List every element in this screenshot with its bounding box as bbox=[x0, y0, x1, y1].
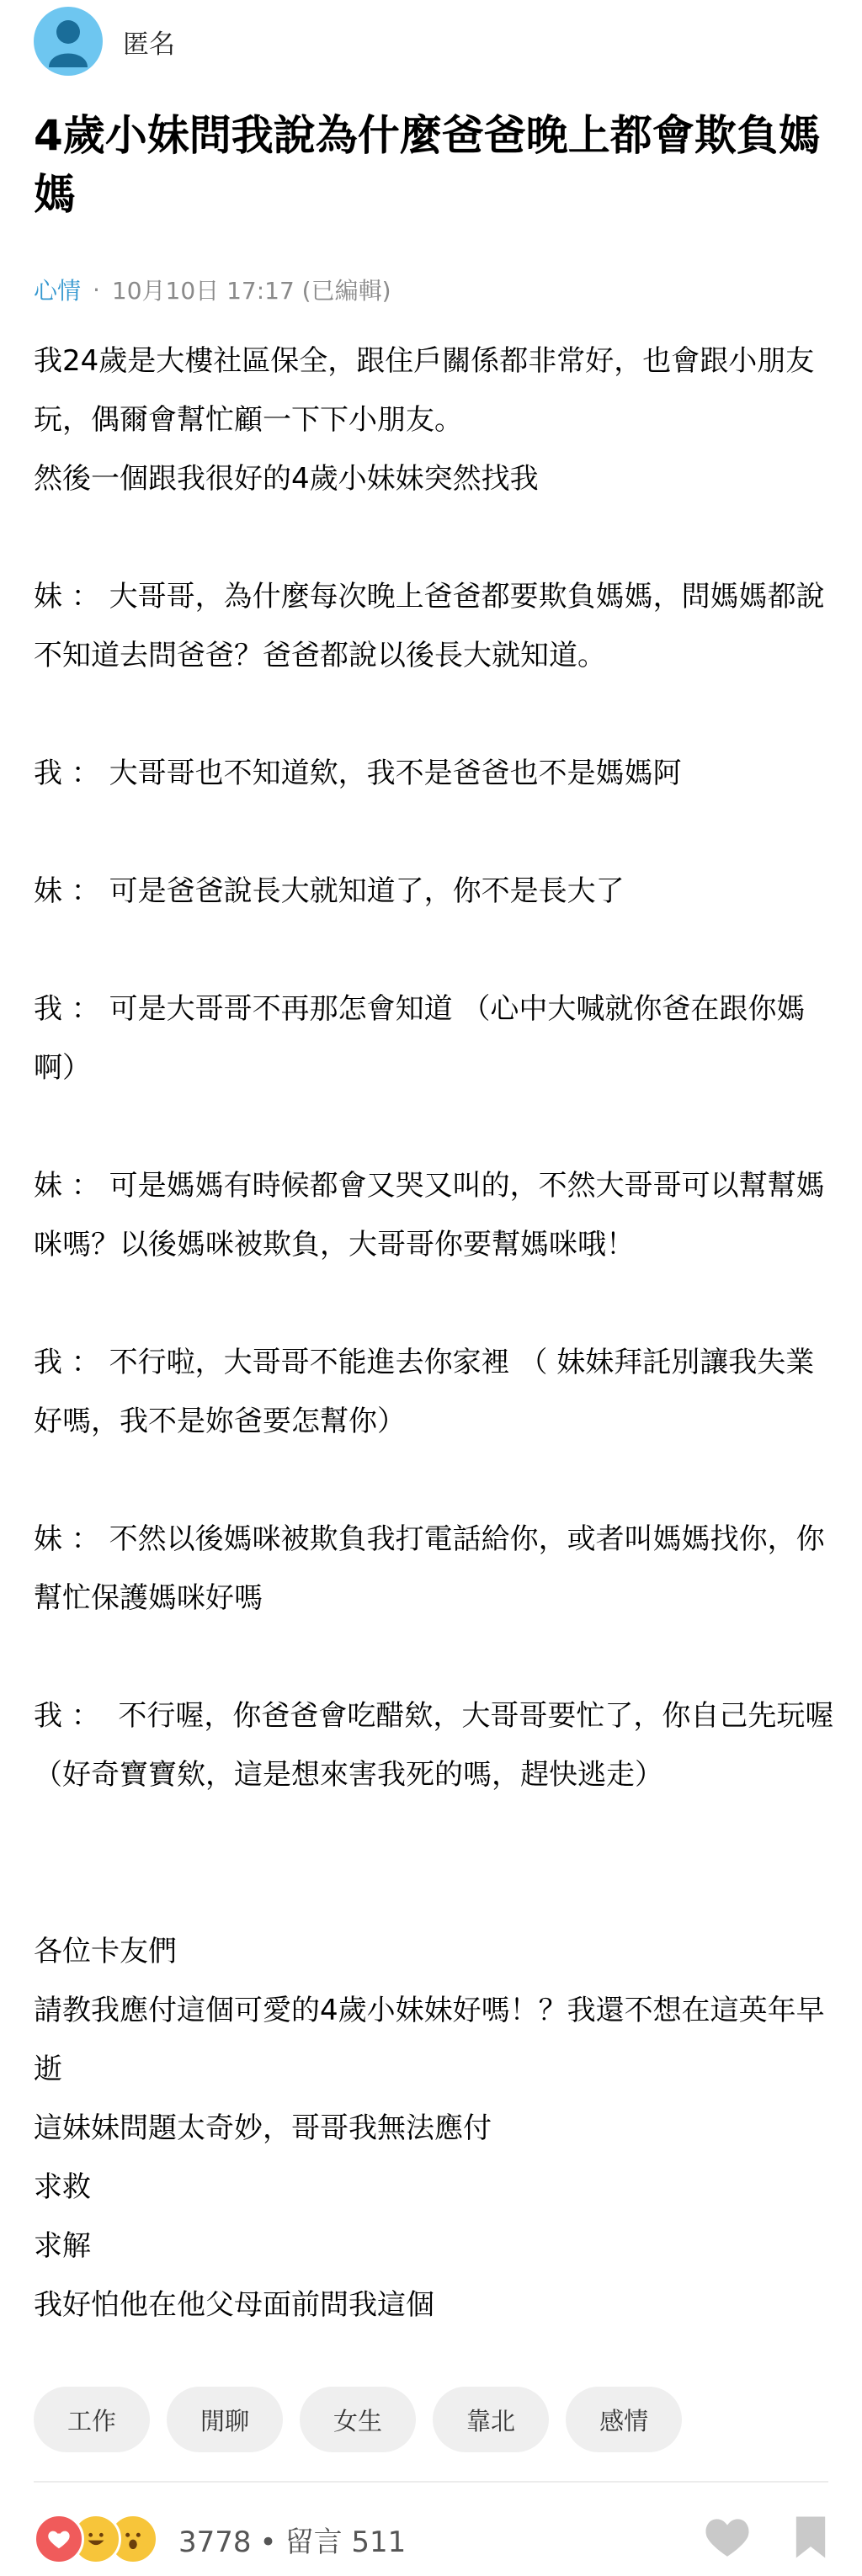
post-title: 4歲小妹問我說為什麼爸爸晚上都會欺負媽媽 bbox=[34, 111, 821, 219]
post-date: 10月10日 17:17 (已編輯) bbox=[111, 277, 391, 305]
heart-icon[interactable] bbox=[704, 2516, 751, 2562]
author-row[interactable] bbox=[34, 7, 175, 76]
tag-chip[interactable]: 工作 bbox=[34, 2387, 150, 2452]
body-paragraph: 求解 bbox=[34, 2229, 91, 2263]
body-paragraph: 我24歲是大樓社區保全，跟住戶關係都非常好，也會跟小朋友玩，偶爾會幫忙顧一下下小朋友。 bbox=[34, 344, 815, 437]
body-paragraph: 妹 ： 可是媽媽有時候都會又哭又叫的，不然大哥哥可以幫幫媽咪嗎？以後媽咪被欺負，大哥哥你要幫媽咪哦！ bbox=[34, 1169, 825, 1261]
body-paragraph: 求救 bbox=[34, 2170, 91, 2204]
post-meta bbox=[34, 273, 391, 306]
bookmark-icon[interactable] bbox=[793, 2515, 828, 2563]
divider bbox=[34, 2481, 828, 2483]
post-actions bbox=[704, 2515, 828, 2563]
post-stats bbox=[178, 2519, 406, 2560]
tag-chip[interactable]: 靠北 bbox=[433, 2387, 549, 2452]
body-paragraph: 各位卡友們 bbox=[34, 1935, 177, 1968]
body-paragraph: 我 ： 大哥哥也不知道欸，我不是爸爸也不是媽媽阿 bbox=[34, 757, 682, 790]
post-body bbox=[34, 332, 843, 2334]
meta-separator: · bbox=[93, 275, 100, 304]
blank-line bbox=[34, 1097, 835, 1156]
board-link[interactable]: 心情 bbox=[34, 277, 82, 305]
author-name: 匿名 bbox=[123, 29, 175, 60]
blank-line bbox=[34, 1274, 835, 1333]
body-paragraph: 這妹妹問題太奇妙，哥哥我無法應付 bbox=[34, 2111, 492, 2145]
comment-count[interactable]: 留言 511 bbox=[285, 2525, 407, 2559]
body-paragraph: 請教我應付這個可愛的4歲小妹妹好嗎！？我還不想在這英年早逝 bbox=[34, 1994, 825, 2086]
tag-list bbox=[34, 2387, 682, 2452]
heart-reaction-icon bbox=[34, 2514, 84, 2564]
body-paragraph: 妹 ： 大哥哥，為什麼每次晚上爸爸都要欺負媽媽，問媽媽都說不知道去問爸爸？爸爸都說以後長大就知道。 bbox=[34, 580, 825, 672]
blank-line bbox=[34, 1451, 835, 1510]
tag-chip[interactable]: 閒聊 bbox=[167, 2387, 283, 2452]
body-paragraph: 妹 ： 不然以後媽咪被欺負我打電話給你，或者叫媽媽找你，你幫忙保護媽咪好嗎 bbox=[34, 1522, 825, 1615]
blank-line bbox=[34, 803, 835, 862]
body-paragraph: 我 ： 不行啦，大哥哥不能進去你家裡 （ 妹妹拜託別讓我失業好嗎，我不是妳爸要怎幫你） bbox=[34, 1346, 815, 1438]
blank-line bbox=[34, 508, 835, 567]
anonymous-avatar-icon[interactable] bbox=[34, 7, 103, 76]
stats-separator: • bbox=[259, 2525, 277, 2559]
body-paragraph: 妹 ： 可是爸爸說長大就知道了，你不是長大了 bbox=[34, 874, 625, 908]
post-footer bbox=[34, 2513, 828, 2565]
blank-line bbox=[34, 921, 835, 980]
blank-line bbox=[34, 1628, 835, 1686]
body-paragraph: 我好怕他在他父母面前問我這個 bbox=[34, 2288, 434, 2322]
blank-line bbox=[34, 1863, 835, 1922]
reaction-count[interactable]: 3778 bbox=[178, 2525, 252, 2559]
body-paragraph: 我 ： 不行喔，你爸爸會吃醋欸，大哥哥要忙了，你自己先玩喔 （好奇寶寶欸，這是想來害我死的嗎，趕快逃走） bbox=[34, 1699, 843, 1792]
body-paragraph: 我 ： 可是大哥哥不再那怎會知道 （心中大喊就你爸在跟你媽啊） bbox=[34, 992, 806, 1085]
tag-chip[interactable]: 女生 bbox=[300, 2387, 416, 2452]
blank-line bbox=[34, 685, 835, 744]
tag-chip[interactable]: 感情 bbox=[566, 2387, 682, 2452]
body-paragraph: 然後一個跟我很好的4歲小妹妹突然找我 bbox=[34, 462, 539, 496]
blank-line bbox=[34, 1804, 835, 1863]
reaction-list[interactable] bbox=[34, 2514, 145, 2564]
